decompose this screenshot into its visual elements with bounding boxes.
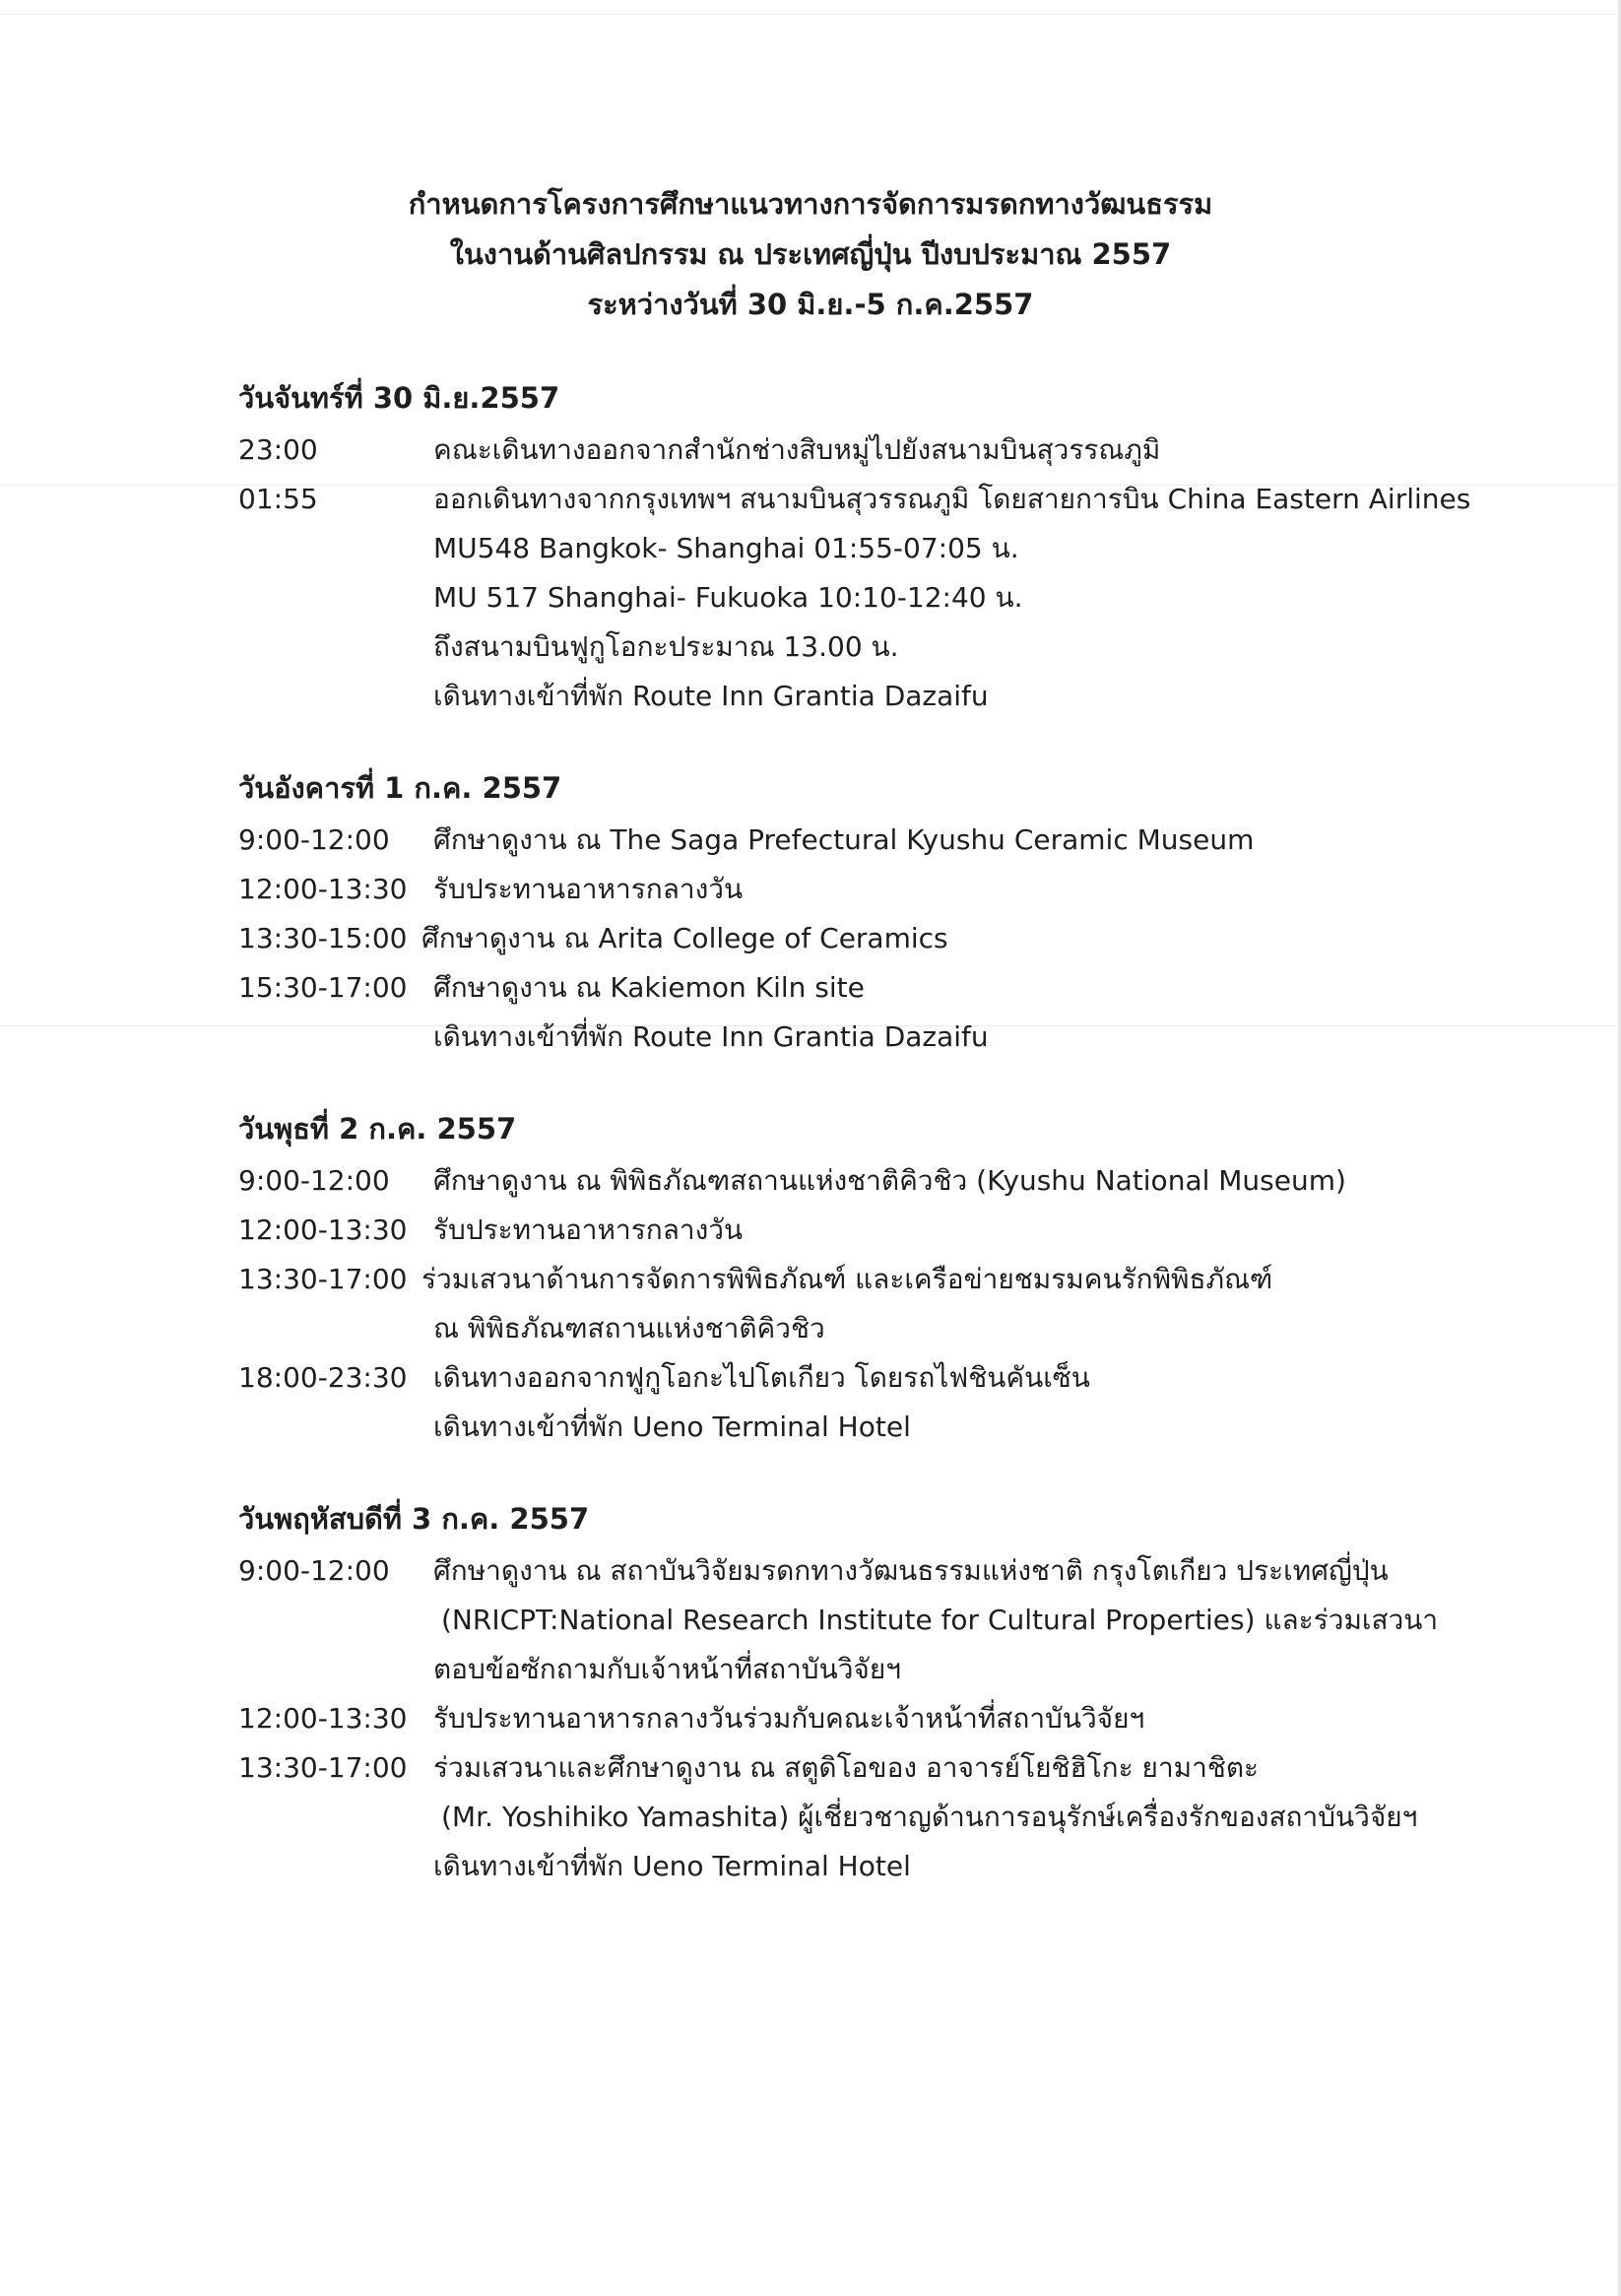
day-block-thursday xyxy=(238,1499,1519,1891)
entry-line: เดินทางเข้าที่พัก Ueno Terminal Hotel xyxy=(433,1850,911,1882)
entry-description xyxy=(433,1743,1519,1891)
entry-time: 15:30-17:00 xyxy=(238,971,408,1004)
entry-line: (NRICPT:National Research Institute for Cultural Properties) และร่วมเสวนา xyxy=(441,1604,1439,1636)
entry-description xyxy=(433,426,1519,475)
day-heading: วันอังคารที่ 1 ก.ค. 2557 xyxy=(238,771,562,805)
schedule-entry xyxy=(238,1156,1519,1206)
entry-time: 13:30-17:00 xyxy=(238,1751,408,1784)
entry-line: ศึกษาดูงาน ณ สถาบันวิจัยมรดกทางวัฒนธรรมแห่งชาติ กรุงโตเกียว ประเทศญี่ปุ่น xyxy=(433,1554,1389,1587)
entry-line: ถึงสนามบินฟูกูโอกะประมาณ 13.00 น. xyxy=(433,630,899,663)
entry-time: 9:00-12:00 xyxy=(238,823,390,856)
entry-line: เดินทางเข้าที่พัก Route Inn Grantia Dazaifu xyxy=(433,1020,989,1053)
schedule-entry xyxy=(238,1694,1519,1743)
entry-description xyxy=(433,816,1519,865)
entry-line: MU548 Bangkok- Shanghai 01:55-07:05 น. xyxy=(433,532,1019,564)
scan-artifact-line xyxy=(0,14,1621,15)
document-title xyxy=(0,179,1621,330)
title-line-3: ระหว่างวันที่ 30 มิ.ย.-5 ก.ค.2557 xyxy=(587,288,1034,321)
entry-line: MU 517 Shanghai- Fukuoka 10:10-12:40 น. xyxy=(433,581,1023,614)
schedule-entry xyxy=(238,1206,1519,1255)
entry-line: ออกเดินทางจากกรุงเทพฯ สนามบินสุวรรณภูมิ โดยสายการบิน China Eastern Airlines xyxy=(433,483,1471,515)
entry-time: 23:00 xyxy=(238,433,318,466)
schedule-entry xyxy=(238,1353,1519,1452)
entry-line: ศึกษาดูงาน ณ Kakiemon Kiln site xyxy=(433,971,865,1004)
entry-description xyxy=(433,1156,1519,1206)
entry-line: รับประทานอาหารกลางวันร่วมกับคณะเจ้าหน้าที่สถาบันวิจัยฯ xyxy=(433,1702,1145,1735)
entry-time: 13:30-17:00 xyxy=(238,1263,408,1295)
entry-time: 12:00-13:30 xyxy=(238,873,408,905)
entry-time: 18:00-23:30 xyxy=(238,1361,408,1394)
entry-line: ศึกษาดูงาน ณ The Saga Prefectural Kyushu Ceramic Museum xyxy=(433,823,1255,856)
entry-time: 13:30-15:00 xyxy=(238,922,408,954)
day-heading: วันพฤหัสบดีที่ 3 ก.ค. 2557 xyxy=(238,1502,590,1536)
schedule-entry xyxy=(238,1255,1519,1353)
entry-line: เดินทางออกจากฟูกูโอกะไปโตเกียว โดยรถไฟชินคันเซ็น xyxy=(433,1361,1090,1394)
day-heading: วันจันทร์ที่ 30 มิ.ย.2557 xyxy=(238,381,560,415)
schedule-entry xyxy=(238,963,1519,1062)
entry-line: ตอบข้อซักถามกับเจ้าหน้าที่สถาบันวิจัยฯ xyxy=(433,1653,901,1685)
entry-time: 12:00-13:30 xyxy=(238,1214,408,1246)
entry-description xyxy=(433,1694,1519,1743)
day-block-wednesday xyxy=(238,1109,1519,1452)
entry-line: เดินทางเข้าที่พัก Route Inn Grantia Dazaifu xyxy=(433,680,989,712)
entry-description xyxy=(421,914,1519,963)
entry-line: ร่วมเสวนาและศึกษาดูงาน ณ สตูดิโอของ อาจารย์โยชิฮิโกะ ยามาชิตะ xyxy=(433,1751,1260,1784)
schedule-entry xyxy=(238,475,1519,721)
entry-line: ศึกษาดูงาน ณ Arita College of Ceramics xyxy=(421,922,948,954)
entry-description xyxy=(421,1255,1519,1353)
title-line-1: กำหนดการโครงการศึกษาแนวทางการจัดการมรดกทางวัฒนธรรม xyxy=(408,187,1213,221)
schedule-entry xyxy=(238,1546,1519,1694)
title-line-2: ในงานด้านศิลปกรรม ณ ประเทศญี่ปุ่น ปีงบประมาณ 2557 xyxy=(449,237,1172,271)
schedule-entry xyxy=(238,816,1519,865)
entry-time: 9:00-12:00 xyxy=(238,1554,390,1587)
day-block-tuesday xyxy=(238,768,1519,1062)
schedule-entry xyxy=(238,914,1519,963)
entry-line: รับประทานอาหารกลางวัน xyxy=(433,873,744,905)
entry-description xyxy=(433,475,1519,721)
entry-time: 9:00-12:00 xyxy=(238,1164,390,1197)
entry-line: เดินทางเข้าที่พัก Ueno Terminal Hotel xyxy=(433,1410,911,1443)
schedule-entry xyxy=(238,865,1519,914)
schedule xyxy=(238,378,1519,1938)
entry-time: 12:00-13:30 xyxy=(238,1702,408,1735)
entry-time: 01:55 xyxy=(238,483,318,515)
entry-description xyxy=(433,963,1519,1062)
entry-line: ศึกษาดูงาน ณ พิพิธภัณฑสถานแห่งชาติคิวชิว (Kyushu National Museum) xyxy=(433,1164,1346,1197)
day-block-monday xyxy=(238,378,1519,721)
entry-line: (Mr. Yoshihiko Yamashita) ผู้เชี่ยวชาญด้านการอนุรักษ์เครื่องรักของสถาบันวิจัยฯ xyxy=(441,1801,1418,1833)
entry-line: รับประทานอาหารกลางวัน xyxy=(433,1214,744,1246)
schedule-entry xyxy=(238,1743,1519,1891)
entry-description xyxy=(433,1353,1519,1452)
day-heading: วันพุธที่ 2 ก.ค. 2557 xyxy=(238,1112,517,1146)
entry-line: ณ พิพิธภัณฑสถานแห่งชาติคิวชิว xyxy=(433,1312,825,1345)
entry-line: ร่วมเสวนาด้านการจัดการพิพิธภัณฑ์ และเครือข่ายชมรมคนรักพิพิธภัณฑ์ xyxy=(421,1263,1273,1295)
schedule-entry xyxy=(238,426,1519,475)
entry-description xyxy=(433,1546,1519,1694)
entry-line: คณะเดินทางออกจากสำนักช่างสิบหมู่ไปยังสนามบินสุวรรณภูมิ xyxy=(433,433,1161,466)
entry-description xyxy=(433,865,1519,914)
entry-description xyxy=(433,1206,1519,1255)
